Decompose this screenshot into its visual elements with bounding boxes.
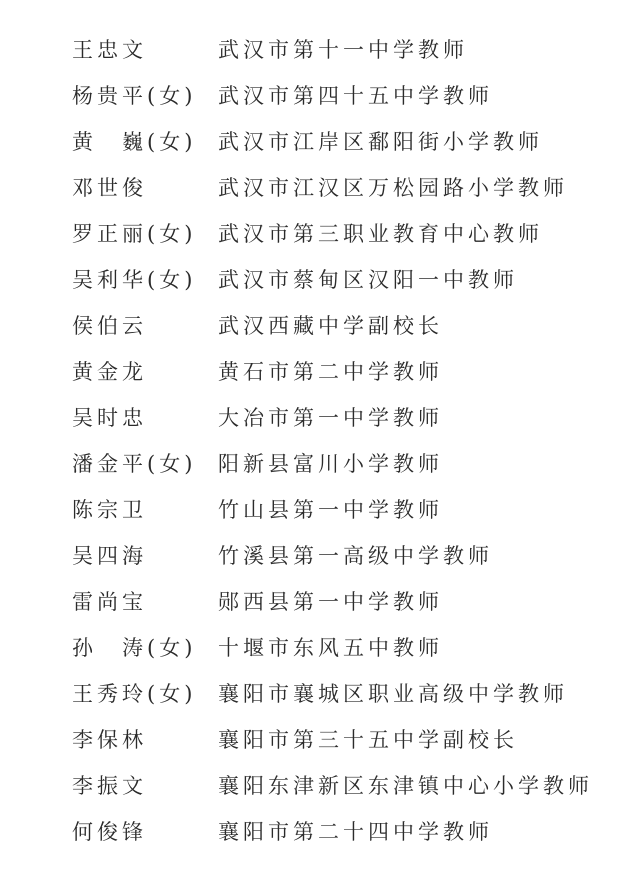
list-item bbox=[0, 808, 635, 854]
person-name: 李保林 bbox=[72, 728, 147, 752]
list-item bbox=[0, 26, 635, 72]
person-role: 竹溪县第一高级中学教师 bbox=[218, 544, 493, 568]
person-role: 武汉市江岸区鄱阳街小学教师 bbox=[218, 130, 543, 154]
person-name: 陈宗卫 bbox=[72, 498, 147, 522]
list-item bbox=[0, 210, 635, 256]
list-item bbox=[0, 348, 635, 394]
person-name: 何俊锋 bbox=[72, 820, 147, 844]
person-role: 襄阳东津新区东津镇中心小学教师 bbox=[218, 774, 593, 798]
person-name: 吴时忠 bbox=[72, 406, 147, 430]
person-name: 吴利华(女) bbox=[72, 268, 197, 292]
person-name: 邓世俊 bbox=[72, 176, 147, 200]
person-name: 吴四海 bbox=[72, 544, 147, 568]
list-item bbox=[0, 578, 635, 624]
person-role: 武汉市江汉区万松园路小学教师 bbox=[218, 176, 568, 200]
list-item bbox=[0, 624, 635, 670]
list-item bbox=[0, 72, 635, 118]
person-role: 武汉市第四十五中学教师 bbox=[218, 84, 493, 108]
person-role: 黄石市第二中学教师 bbox=[218, 360, 443, 384]
list-item bbox=[0, 762, 635, 808]
honoree-list bbox=[0, 26, 635, 854]
person-role: 襄阳市第三十五中学副校长 bbox=[218, 728, 518, 752]
list-item bbox=[0, 394, 635, 440]
person-role: 武汉市蔡甸区汉阳一中教师 bbox=[218, 268, 518, 292]
person-role: 大冶市第一中学教师 bbox=[218, 406, 443, 430]
list-item bbox=[0, 486, 635, 532]
list-item bbox=[0, 440, 635, 486]
person-name: 黄 巍(女) bbox=[72, 130, 197, 154]
list-item bbox=[0, 532, 635, 578]
person-name: 孙 涛(女) bbox=[72, 636, 197, 660]
person-role: 武汉西藏中学副校长 bbox=[218, 314, 443, 338]
person-name: 王忠文 bbox=[72, 38, 147, 62]
list-item bbox=[0, 256, 635, 302]
list-item bbox=[0, 302, 635, 348]
person-role: 襄阳市襄城区职业高级中学教师 bbox=[218, 682, 568, 706]
person-name: 杨贵平(女) bbox=[72, 84, 197, 108]
person-name: 王秀玲(女) bbox=[72, 682, 197, 706]
person-role: 竹山县第一中学教师 bbox=[218, 498, 443, 522]
person-role: 阳新县富川小学教师 bbox=[218, 452, 443, 476]
person-name: 潘金平(女) bbox=[72, 452, 197, 476]
person-role: 武汉市第十一中学教师 bbox=[218, 38, 468, 62]
list-item bbox=[0, 164, 635, 210]
person-role: 郧西县第一中学教师 bbox=[218, 590, 443, 614]
person-name: 侯伯云 bbox=[72, 314, 147, 338]
list-item bbox=[0, 118, 635, 164]
person-name: 黄金龙 bbox=[72, 360, 147, 384]
person-name: 雷尚宝 bbox=[72, 590, 147, 614]
person-role: 襄阳市第二十四中学教师 bbox=[218, 820, 493, 844]
person-role: 十堰市东风五中教师 bbox=[218, 636, 443, 660]
person-name: 李振文 bbox=[72, 774, 147, 798]
person-role: 武汉市第三职业教育中心教师 bbox=[218, 222, 543, 246]
person-name: 罗正丽(女) bbox=[72, 222, 197, 246]
list-item bbox=[0, 716, 635, 762]
list-item bbox=[0, 670, 635, 716]
